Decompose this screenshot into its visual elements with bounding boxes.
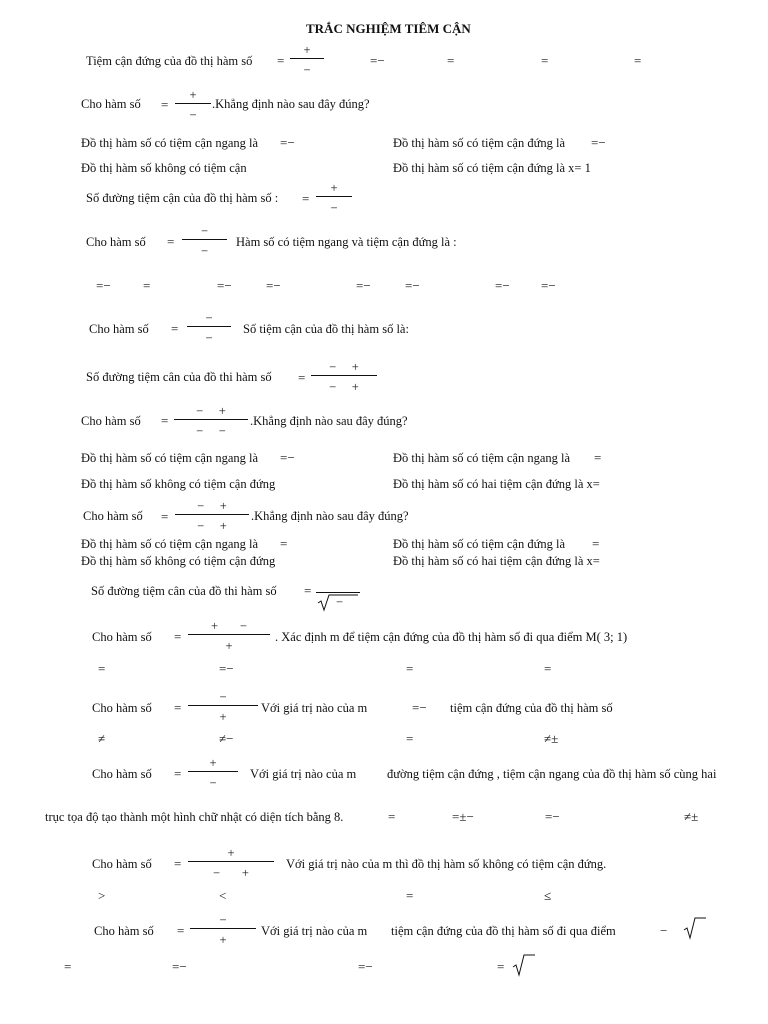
q4-option-a2: = [143, 278, 151, 293]
q12-tail: đường tiệm cận đứng , tiệm cận ngang của đồ thị hàm số cùng hai [387, 767, 717, 781]
fraction-bar [190, 928, 256, 929]
q7-eq: = [161, 413, 169, 428]
q11-prompt: Với giá trị nào của m [261, 701, 368, 715]
fraction-bar [290, 58, 324, 59]
q7-answer-a-sym: =− [280, 450, 295, 465]
q9-fraction [316, 584, 360, 612]
q14-label: Cho hàm số [94, 924, 154, 938]
q11-denominator: + [219, 710, 227, 724]
q7-label: Cho hàm số [81, 414, 141, 428]
fraction-bar [188, 705, 258, 706]
q5-eq: = [171, 321, 179, 336]
q2-label: Cho hàm số [81, 97, 141, 111]
q10-option-b: =− [219, 661, 234, 676]
q10-numerator: + − [211, 619, 247, 633]
sqrt-icon [682, 916, 708, 940]
q12-option-b: =±− [452, 809, 474, 824]
q9-eq: = [304, 583, 312, 598]
q6-numerator: − + [329, 360, 359, 374]
q8-answer-a-sym: = [280, 536, 288, 551]
q12-option-d: ≠± [684, 809, 699, 824]
q14-denominator: + [219, 933, 227, 947]
q1-option-b: = [447, 53, 455, 68]
q4-label: Cho hàm số [86, 235, 146, 249]
q5-denominator: − [205, 331, 213, 345]
q7-answer-b-sym: = [594, 450, 602, 465]
q3-numerator: + [330, 181, 338, 195]
q12-prompt: Với giá trị nào của m [250, 767, 357, 781]
q13-eq: = [174, 856, 182, 871]
q14-numerator: − [219, 913, 227, 927]
q4-option-b2: =− [266, 278, 281, 293]
q8-answer-d[interactable]: Đồ thị hàm số có hai tiệm cận đứng là x= [393, 554, 600, 568]
q13-option-d: ≤ [544, 888, 552, 903]
q11-option-b: ≠− [219, 731, 234, 746]
q8-answer-b[interactable]: Đồ thị hàm số có tiệm cận đứng là [393, 537, 566, 551]
q7-denominator: − − [196, 424, 226, 438]
q13-option-a: > [98, 888, 106, 903]
q7-answer-d[interactable]: Đồ thị hàm số có hai tiệm cận đứng là x= [393, 477, 600, 491]
q14-eq: = [177, 923, 185, 938]
q10-option-d: = [544, 661, 552, 676]
q12-line2: trục tọa độ tạo thành một hình chữ nhật có diện tích bằng 8. [45, 810, 344, 824]
q2-answer-b[interactable]: Đồ thị hàm số có tiệm cận đứng là [393, 136, 566, 150]
q1-option-a: =− [370, 53, 385, 68]
q10-denominator: + [225, 639, 233, 653]
q6-label: Số đường tiệm cân của đồ thi hàm số [86, 370, 272, 384]
q13-option-b: < [219, 888, 227, 903]
fraction-bar [311, 375, 377, 376]
q10-option-c: = [406, 661, 414, 676]
q2-answer-b-sym: =− [591, 135, 606, 150]
q10-option-a: = [98, 661, 106, 676]
q10-label: Cho hàm số [92, 630, 152, 644]
q8-prompt: .Khẳng định nào sau đây đúng? [251, 509, 409, 523]
q8-answer-a[interactable]: Đồ thị hàm số có tiệm cận ngang là [81, 537, 259, 551]
fraction-bar [188, 771, 238, 772]
q1-denominator: − [303, 63, 311, 77]
fraction-bar [175, 103, 211, 104]
q13-denominator: − + [213, 866, 249, 880]
page-title: TRẮC NGHIỆM TIÊM CẬN [306, 21, 471, 36]
q4-option-a1: =− [96, 278, 111, 293]
q14-option-b: =− [172, 959, 187, 974]
q4-option-c1: =− [356, 278, 371, 293]
q12-label: Cho hàm số [92, 767, 152, 781]
fraction-bar [188, 861, 274, 862]
fraction-bar [187, 326, 231, 327]
q12-numerator: + [209, 756, 217, 770]
q4-option-c2: =− [405, 278, 420, 293]
q11-numerator: − [219, 690, 227, 704]
q11-option-a: ≠ [98, 731, 106, 746]
q11-eq: = [174, 700, 182, 715]
q7-prompt: .Khẳng định nào sau đây đúng? [250, 414, 408, 428]
q14-tail: tiệm cận đứng của đồ thị hàm số đi qua điểm [391, 924, 616, 938]
q10-eq: = [174, 629, 182, 644]
q11-mid: =− [412, 700, 427, 715]
q9-label: Số đường tiệm cân của đồ thi hàm số [91, 584, 277, 598]
q11-tail: tiệm cận đứng của đồ thị hàm số [450, 701, 613, 715]
fraction-bar [182, 239, 227, 240]
q5-numerator: − [205, 311, 213, 325]
q1-eq: = [277, 53, 285, 68]
q7-numerator: − + [196, 404, 226, 418]
q6-denominator: − + [329, 380, 359, 394]
q7-answer-c[interactable]: Đồ thị hàm số không có tiệm cận đứng [81, 477, 276, 491]
q3-denominator: − [330, 201, 338, 215]
q3-label: Số đường tiệm cận của đồ thị hàm số : [86, 191, 279, 205]
q7-answer-b[interactable]: Đồ thị hàm số có tiệm cận ngang là [393, 451, 571, 465]
fraction-bar [174, 419, 248, 420]
q12-denominator: − [209, 776, 217, 790]
q4-prompt: Hàm số có tiệm ngang và tiệm cận đứng là : [236, 235, 457, 249]
q6-eq: = [298, 370, 306, 385]
q2-answer-a[interactable]: Đồ thị hàm số có tiệm cận ngang là [81, 136, 259, 150]
fraction-bar [175, 514, 249, 515]
q4-option-d1: =− [495, 278, 510, 293]
q2-numerator: + [189, 88, 197, 102]
q11-option-d: ≠± [544, 731, 559, 746]
fraction-bar [188, 634, 270, 635]
q14-point-minus: − [660, 923, 668, 938]
q9-radicand: − [336, 595, 344, 609]
q12-option-a: = [388, 809, 396, 824]
q11-label: Cho hàm số [92, 701, 152, 715]
fraction-bar [316, 196, 352, 197]
q4-option-d2: =− [541, 278, 556, 293]
q8-eq: = [161, 509, 169, 524]
q13-prompt: Với giá trị nào của m thì đồ thị hàm số không có tiệm cận đứng. [286, 857, 607, 871]
q13-label: Cho hàm số [92, 857, 152, 871]
q8-numerator: − + [197, 499, 227, 513]
q8-answer-b-sym: = [592, 536, 600, 551]
q1-option-d: = [634, 53, 642, 68]
q2-prompt: .Khẳng định nào sau đây đúng? [212, 97, 370, 111]
q11-option-c: = [406, 731, 414, 746]
q1-numerator: + [303, 43, 311, 57]
q5-prompt: Số tiệm cận của đồ thị hàm số là: [243, 322, 409, 336]
q13-numerator: + [227, 846, 235, 860]
q12-option-c: =− [545, 809, 560, 824]
q13-option-c: = [406, 888, 414, 903]
q8-answer-c[interactable]: Đồ thị hàm số không có tiệm cận đứng [81, 554, 276, 568]
q4-eq: = [167, 234, 175, 249]
q2-denominator: − [189, 108, 197, 122]
q4-option-b1: =− [217, 278, 232, 293]
q2-answer-a-sym: =− [280, 135, 295, 150]
q1-label: Tiệm cận đứng của đồ thị hàm số [86, 54, 253, 68]
q5-label: Cho hàm số [89, 322, 149, 336]
q2-answer-c[interactable]: Đồ thị hàm số không có tiệm cận [81, 161, 247, 175]
q4-denominator: − [200, 244, 209, 258]
q8-denominator: − + [197, 519, 227, 533]
q10-prompt: . Xác định m để tiệm cận đứng của đồ thị hàm số đi qua điểm M( 3; 1) [275, 630, 628, 644]
q14-prompt: Với giá trị nào của m [261, 924, 368, 938]
q2-eq: = [161, 97, 169, 112]
q14-option-a: = [64, 959, 72, 974]
q12-eq: = [174, 766, 182, 781]
q14-option-d: = [497, 959, 505, 974]
q8-label: Cho hàm số [83, 509, 143, 523]
q1-option-c: = [541, 53, 549, 68]
q4-numerator: − [200, 224, 209, 238]
q2-answer-d[interactable]: Đồ thị hàm số có tiệm cận đứng là x= 1 [393, 161, 591, 175]
q7-answer-a[interactable]: Đồ thị hàm số có tiệm cận ngang là [81, 451, 259, 465]
q14-option-c: =− [358, 959, 373, 974]
q3-eq: = [302, 191, 310, 206]
sqrt-icon [511, 953, 537, 977]
